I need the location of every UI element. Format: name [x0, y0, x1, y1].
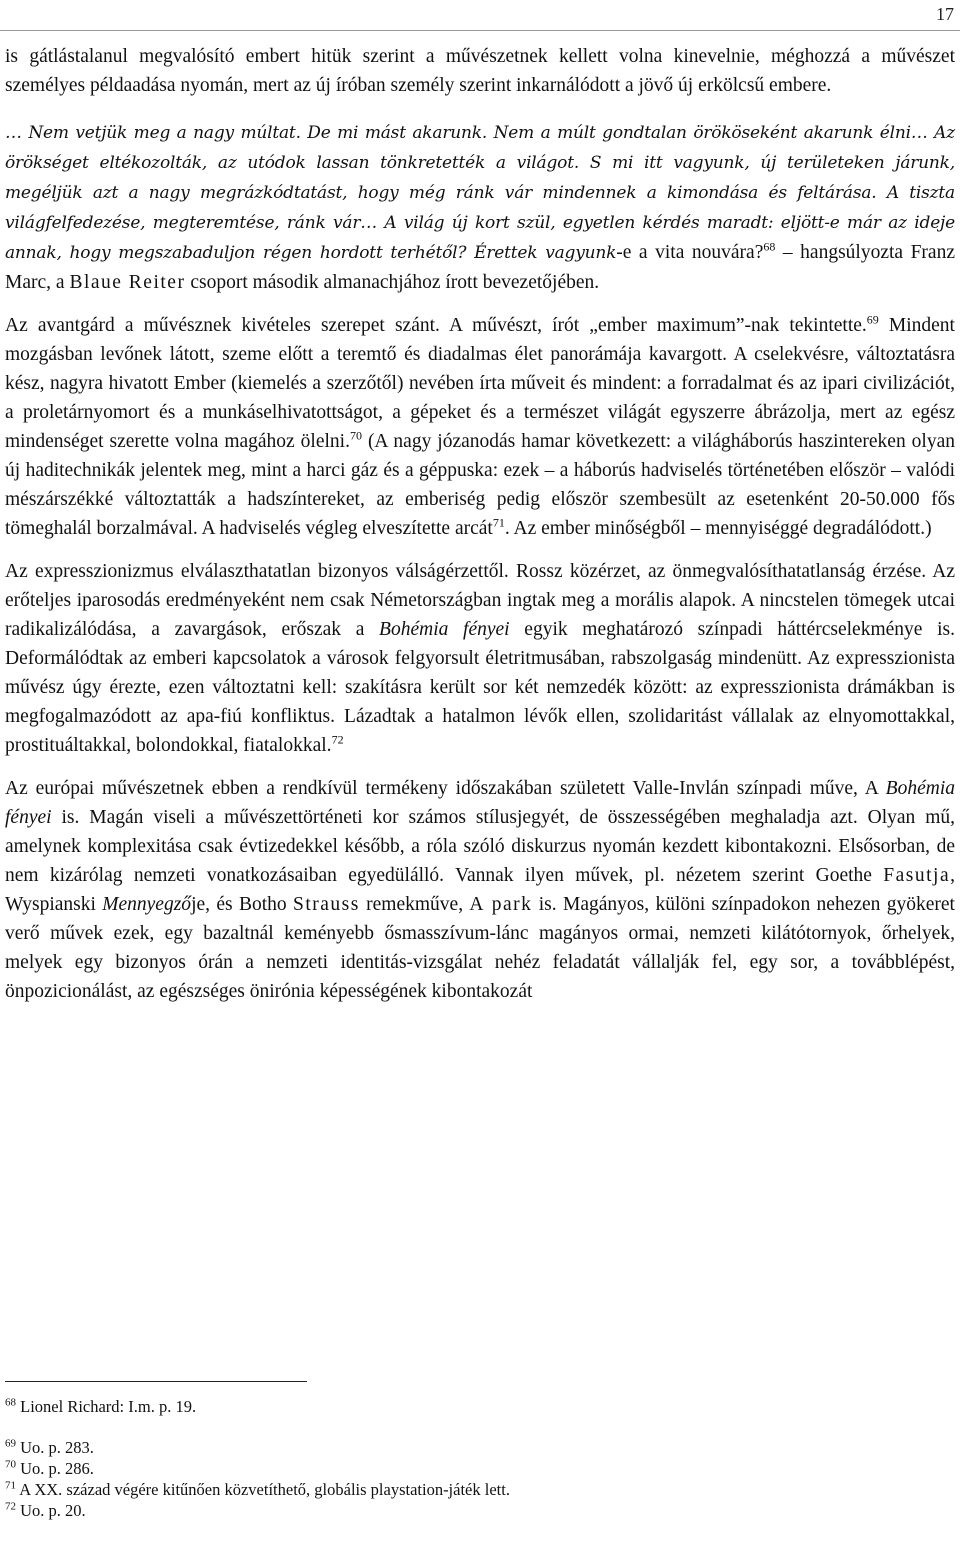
footnote-68 [5, 1396, 945, 1417]
bohemia-fenyei-title-2: Bohémia fényei [5, 778, 955, 828]
footnote-text: A XX. század végére kitűnően közvetíthető, globális playstation-játék lett. [19, 1480, 510, 1499]
paragraph-1 [5, 42, 955, 100]
strauss: Strauss [292, 894, 360, 915]
footnote-text: Uo. p. 283. [20, 1438, 94, 1457]
paragraph-5-b: is. Magán viseli a művészettörténeti kor számos stílusjegyét, de összességében meghaladja azt. Olyan mű, amelynek komplexitása csak évtizedekkel később, a róla szóló diskurzus nyomán kezdett kibontakozni. Elsősorban, de nem kizárólag nemzeti vonatkozásaiban egyedülálló. Vannak ilyen művek, pl. nézetem szerint Goethe [5, 807, 955, 886]
fasutja: Fasutja [883, 865, 951, 886]
footnote-number: 70 [5, 1458, 16, 1471]
a-park-title: A park [469, 894, 533, 915]
blaue-reiter: Blaue Reiter [69, 272, 186, 293]
footnote-ref-70[interactable]: 70 [349, 428, 362, 443]
paragraph-5-c: , Wyspianski [5, 865, 955, 915]
footnotes [5, 1392, 945, 1521]
paragraph-2-rest-b: csoport második almanachjához írott bevezetőjében. [185, 272, 600, 293]
footnote-number: 69 [5, 1437, 16, 1450]
paragraph-5-d: je, és Botho [191, 894, 293, 915]
franz-marc-quote: … Nem vetjük meg a nagy múltat. De mi mást akarunk. Nem a múlt gondtalan örököseként akarunk élni… Az örökséget eltékozolták, az utódok lassan tönkretették a világot. S mi itt vagyunk, új területeken járunk, megéljük azt a nagy megrázkódtatást, hogy még ránk vár mindennek a kimondása és feltárása. A tiszta világfelfedezése, megteremtése, ránk vár… A világ új kort szül, egyetlen kérdés maradt: eljött-e már az ideje annak, hogy megszabaduljon régen hordott terhétől? Érettek vagyunk [5, 123, 955, 263]
paragraph-3 [5, 311, 955, 543]
footnote-text: Lionel Richard: I.m. p. 19. [20, 1397, 197, 1416]
body-text [5, 42, 955, 1006]
paragraph-3-a: Az avantgárd a művésznek kivételes szerepet szánt. A művészt, írót „ember maximum”-nak tekintette. [5, 315, 867, 336]
page-number: 17 [936, 4, 954, 24]
footnote-ref-72[interactable]: 72 [331, 732, 344, 747]
mennyegzo-title: Mennyegző [102, 894, 192, 915]
paragraph-1-text: is gátlástalanul megvalósító embert hitük szerint a művészetnek kellett volna kinevelnie, méghozzá a művészet személyes példaadása nyomán, mert az új íróban személy szerint inkarnálódott a jövő új erkölcsű embere. [5, 46, 955, 96]
footnote-separator [5, 1381, 307, 1382]
paragraph-3-c: (A nagy józanodás hamar következett: a világháborús haszintereken olyan új haditechnikák jelentek meg, mint a harci gáz és a géppuska: ezek – a háborús hadviselés történetében először – valódi mészárszékké változtatták a hadszíntereket, az emberiség pedig először szembesült az esetenként 20-50.000 fős tömeghalál borzalmával. A hadviselés végleg elveszítette arcát [5, 431, 955, 539]
footnote-number: 68 [5, 1396, 16, 1409]
footnote-number: 71 [5, 1479, 16, 1492]
footnote-text: Uo. p. 20. [20, 1501, 86, 1520]
paragraph-4 [5, 557, 955, 760]
quote-tail: -e a vita nouvára? [616, 242, 764, 263]
paragraph-2 [5, 118, 955, 297]
footnote-ref-69[interactable]: 69 [866, 312, 879, 327]
footnote-72 [5, 1500, 945, 1521]
header-rule [0, 30, 960, 31]
paragraph-5-a: Az európai művészetnek ebben a rendkívül termékeny időszakában született Valle-Invlán színpadi műve, A [5, 778, 886, 799]
paragraph-5 [5, 774, 955, 1006]
paragraph-5-e: remekműve, [359, 894, 470, 915]
footnote-70 [5, 1458, 945, 1479]
paragraph-4-a: Az expresszionizmus elválaszthatatlan bizonyos válságérzettől. Rossz közérzet, az önmegvalósíthatatlanság érzése. Az erőteljes iparosodás eredményeként nem csak Németországban ingtak meg a morális alapok. A nincstelen tömegek utcai radikalizálódása, a zavargások, erőszak a [5, 561, 955, 640]
footnote-ref-71[interactable]: 71 [492, 515, 505, 530]
footnote-text: Uo. p. 286. [20, 1459, 94, 1478]
paragraph-4-b: egyik meghatározó színpadi háttércselekménye is. Deformálódtak az emberi kapcsolatok a városok felgyorsult életritmusában, rabszolgaság mindenütt. Az expresszionista művész úgy érezte, ezen változtatni kell: szakításra került sor két nemzedék között: az expresszionista drámákban is megfogalmazódott az apa-fiú konfliktus. Lázadtak a hatalmon lévők ellen, szolidaritást vállalak az elnyomottakkal, prostituáltakkal, bolondokkal, fiatalokkal. [5, 619, 955, 756]
paragraph-5-f: is. Magányos, különi színpadokon nehezen gyökeret verő művek ezek, egy bazaltnál keményebb ősmasszívum-lánc magányos ormai, nemzeti kilátótornyok, őrhelyek, melyek egy bizonyos órán a nemzeti identitás-vizsgálat nehéz feladatát vállalják fel, egy sor, a továbblépést, önpozicionálást, az egészséges önirónia képességének kibontakozát [5, 894, 955, 1002]
bohemia-fenyei-title: Bohémia fényei [379, 619, 510, 640]
footnote-69 [5, 1437, 945, 1458]
paragraph-3-b: Mindent mozgásban levőnek látott, szeme előtt a teremtő és diadalmas élet panorámája kavargott. A cselekvésre, változtatásra kész, nagyra hivatott Ember (kiemelés a szerzőtől) nevében írta műveit és mindent: a forradalmat és az ipari civilizációt, a proletárnyomort és a munkáselhivatottságot, a gépeket és a természet világát egyszerre ábrázolja, mert az egész mindenséget szerette volna magához ölelni. [5, 315, 955, 452]
footnote-71 [5, 1479, 945, 1500]
paragraph-3-d: . Az ember minőségből – mennyiséggé degradálódott.) [504, 518, 932, 539]
footnote-ref-68[interactable]: 68 [763, 239, 776, 254]
footnote-number: 72 [5, 1500, 16, 1513]
paragraph-2-rest-a: – hangsúlyozta Franz Marc, a [5, 242, 955, 293]
